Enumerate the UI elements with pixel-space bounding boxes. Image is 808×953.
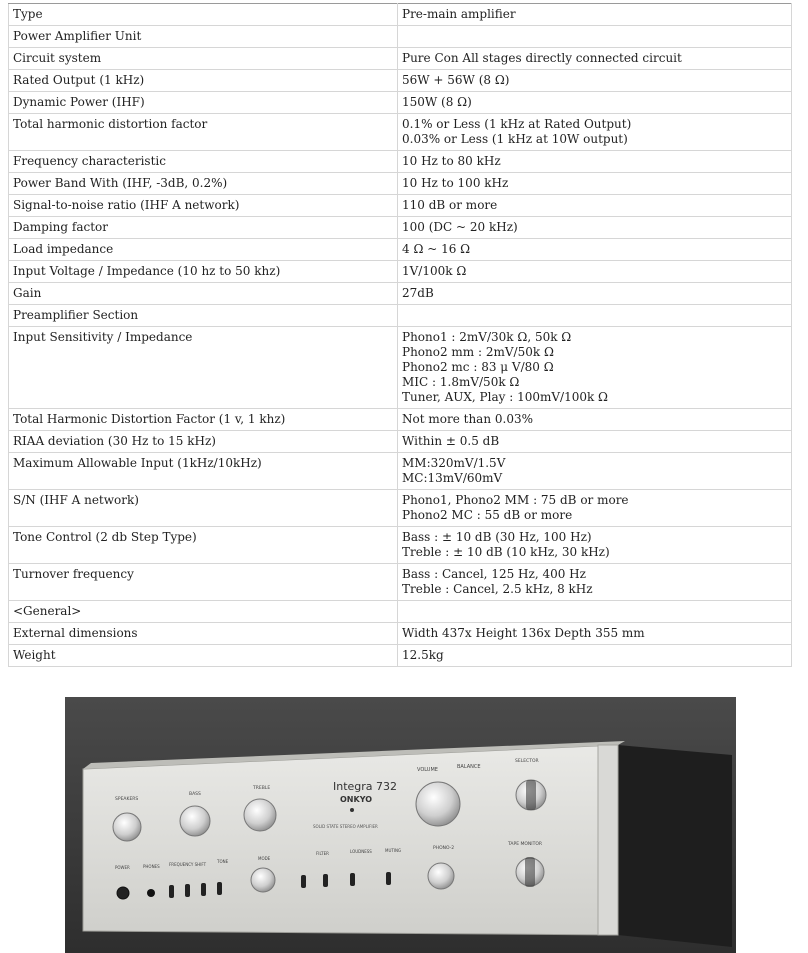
spec-label: Total Harmonic Distortion Factor (1 v, 1 khz) [9,409,398,431]
spec-value-line: Not more than 0.03% [402,412,533,426]
spec-label: Gain [9,283,398,305]
amplifier-photo [65,697,736,953]
spec-value [398,4,792,26]
filter-label: FILTER [316,851,329,856]
muting-label: MUTING [385,848,402,853]
spec-row [9,283,792,305]
speakers-knob[interactable] [113,813,141,841]
frequency-shift-label: FREQUENCY SHIFT [169,862,207,867]
spec-value [398,305,792,327]
spec-label: Frequency characteristic [9,151,398,173]
bass-knob[interactable] [180,806,210,836]
spec-value [398,527,792,564]
front-panel [83,745,618,935]
spec-row [9,645,792,667]
spec-value [398,173,792,195]
spec-table-body [9,4,792,667]
cabinet-side [618,745,732,947]
spec-value-line: Phono2 mc : 83 μ V/80 Ω [402,360,554,374]
spec-value-line: Phono1 : 2mV/30k Ω, 50k Ω [402,330,572,344]
spec-value [398,70,792,92]
frequency-shift-switch-2[interactable] [185,884,190,897]
frequency-shift-switch-3[interactable] [201,883,206,896]
spec-row [9,623,792,645]
spec-value-line: MIC : 1.8mV/50k Ω [402,375,520,389]
power-button[interactable] [117,887,129,899]
spec-value [398,92,792,114]
tone-label: TONE [217,859,229,864]
spec-row [9,173,792,195]
amplifier-subtitle: SOLID STATE STEREO AMPLIFIER [313,824,378,829]
loudness-switch[interactable] [350,873,355,886]
brand-logo: ONKYO [340,795,373,804]
spec-table [8,3,792,667]
spec-label: Signal-to-noise ratio (IHF A network) [9,195,398,217]
spec-row [9,564,792,601]
spec-value-line: 0.1% or Less (1 kHz at Rated Output) [402,117,632,131]
spec-label: Damping factor [9,217,398,239]
spec-label: Preamplifier Section [9,305,398,327]
spec-row [9,327,792,409]
mode-label: MODE [258,856,271,861]
loudness-label: LOUDNESS [350,849,372,854]
bass-label: BASS [189,792,201,797]
spec-value [398,623,792,645]
model-name: Integra 732 [333,780,398,793]
spec-value-line: 56W + 56W (8 Ω) [402,73,510,87]
frequency-shift-switch-1[interactable] [169,885,174,898]
spec-value-line: 12.5kg [402,648,444,662]
spec-label: Total harmonic distortion factor [9,114,398,151]
spec-value [398,261,792,283]
balance-label: BALANCE [457,764,481,770]
spec-value-line: MC:13mV/60mV [402,471,503,485]
spec-label: Turnover frequency [9,564,398,601]
spec-row [9,409,792,431]
spec-value-line: 1V/100k Ω [402,264,467,278]
spec-label: Rated Output (1 kHz) [9,70,398,92]
amplifier-illustration [65,697,736,953]
spec-label: Power Band With (IHF, -3dB, 0.2%) [9,173,398,195]
spec-value-line: Bass : Cancel, 125 Hz, 400 Hz [402,567,586,581]
spec-value-line: 0.03% or Less (1 kHz at 10W output) [402,132,628,146]
spec-value [398,114,792,151]
spec-value [398,283,792,305]
selector-label: SELECTOR [515,759,539,764]
spec-label: Load impedance [9,239,398,261]
speakers-label: SPEAKERS [115,797,139,802]
spec-label: Input Sensitivity / Impedance [9,327,398,409]
spec-row [9,92,792,114]
spec-value [398,48,792,70]
filter-switch-high[interactable] [323,874,328,887]
treble-knob[interactable] [244,799,276,831]
spec-label: Circuit system [9,48,398,70]
spec-label: Dynamic Power (IHF) [9,92,398,114]
spec-value [398,26,792,48]
spec-value [398,409,792,431]
spec-value-line: 10 Hz to 100 kHz [402,176,509,190]
mode-knob[interactable] [251,868,275,892]
spec-label: <General> [9,601,398,623]
spec-value [398,645,792,667]
spec-value [398,239,792,261]
phono2-knob[interactable] [428,863,454,889]
spec-value [398,151,792,173]
filter-switch-low[interactable] [301,875,306,888]
spec-label: Weight [9,645,398,667]
spec-row [9,217,792,239]
spec-value-line: Treble : ± 10 dB (10 kHz, 30 kHz) [402,545,610,559]
phones-label: PHONES [143,864,160,869]
spec-value [398,490,792,527]
spec-label: Type [9,4,398,26]
spec-value-line: Bass : ± 10 dB (30 Hz, 100 Hz) [402,530,592,544]
spec-value [398,564,792,601]
power-label: POWER [115,865,130,870]
spec-row [9,305,792,327]
spec-row [9,26,792,48]
spec-value-line: 150W (8 Ω) [402,95,472,109]
spec-row [9,151,792,173]
spec-row [9,601,792,623]
spec-row [9,195,792,217]
tape-monitor-label: TAPE MONITOR [508,842,543,847]
spec-label: Tone Control (2 db Step Type) [9,527,398,564]
phones-jack [147,889,155,897]
spec-value-line: Width 437x Height 136x Depth 355 mm [402,626,645,640]
spec-row [9,453,792,490]
spec-value-line: 10 Hz to 80 kHz [402,154,501,168]
spec-value-line: Tuner, AUX, Play : 100mV/100k Ω [402,390,609,404]
spec-row [9,527,792,564]
muting-switch[interactable] [386,872,391,885]
spec-value-line: 100 (DC ~ 20 kHz) [402,220,518,234]
spec-value [398,601,792,623]
spec-value [398,195,792,217]
spec-value [398,431,792,453]
phono2-label: PHONO-2 [433,846,455,851]
volume-label: VOLUME [417,767,438,773]
spec-value [398,453,792,490]
spec-label: Input Voltage / Impedance (10 hz to 50 khz) [9,261,398,283]
spec-row [9,48,792,70]
volume-knob[interactable] [416,782,460,826]
spec-value-line: 27dB [402,286,434,300]
spec-label: External dimensions [9,623,398,645]
spec-value-line: Treble : Cancel, 2.5 kHz, 8 kHz [402,582,593,596]
spec-row [9,114,792,151]
spec-value-line: Pure Con All stages directly connected circuit [402,51,682,65]
spec-label: S/N (IHF A network) [9,490,398,527]
spec-row [9,4,792,26]
spec-value [398,327,792,409]
spec-value-line: 110 dB or more [402,198,498,212]
spec-label: Maximum Allowable Input (1kHz/10kHz) [9,453,398,490]
spec-value-line: Phono1, Phono2 MM : 75 dB or more [402,493,629,507]
spec-label: RIAA deviation (30 Hz to 15 kHz) [9,431,398,453]
spec-value-line: MM:320mV/1.5V [402,456,506,470]
tone-switch[interactable] [217,882,222,895]
spec-row [9,239,792,261]
spec-value-line: 4 Ω ~ 16 Ω [402,242,471,256]
spec-value-line: Phono2 MC : 55 dB or more [402,508,573,522]
spec-value [398,217,792,239]
spec-row [9,431,792,453]
spec-label: Power Amplifier Unit [9,26,398,48]
spec-row [9,490,792,527]
spec-value-line: Within ± 0.5 dB [402,434,500,448]
spec-row [9,70,792,92]
spec-value-line: Phono2 mm : 2mV/50k Ω [402,345,554,359]
spec-value-line: Pre-main amplifier [402,7,516,21]
treble-label: TREBLE [253,786,271,791]
spec-row [9,261,792,283]
